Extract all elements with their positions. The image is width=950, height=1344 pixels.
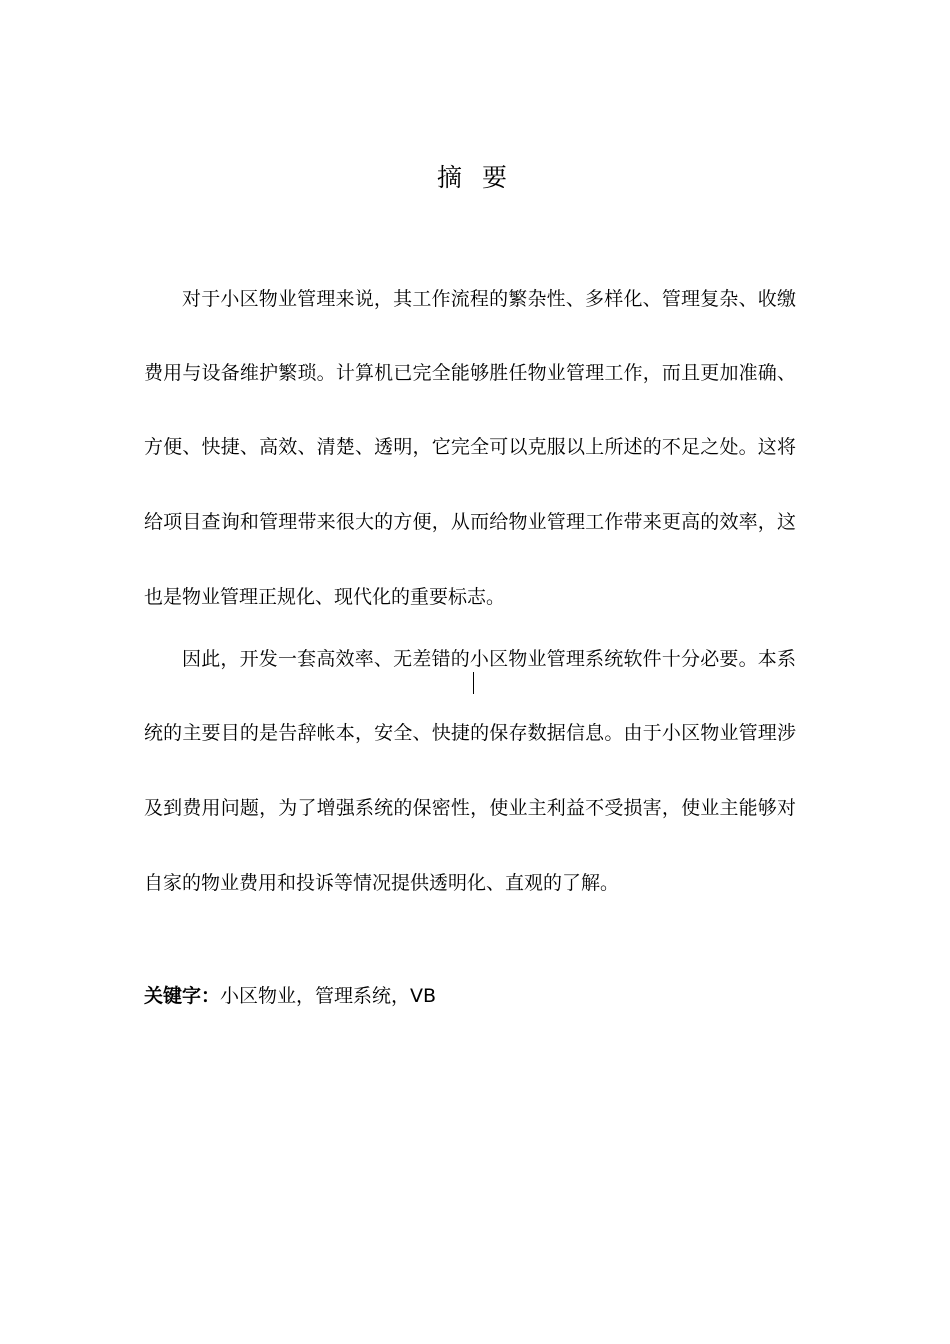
text-cursor xyxy=(473,672,474,694)
paragraph-line: 费用与设备维护繁琐。计算机已完全能够胜任物业管理工作，而且更加准确、 xyxy=(144,362,796,384)
paragraph-line: 自家的物业费用和投诉等情况提供透明化、直观的了解。 xyxy=(144,872,620,894)
paragraph-line: 给项目查询和管理带来很大的方便，从而给物业管理工作带来更高的效率，这 xyxy=(144,511,796,533)
paragraph-line: 统的主要目的是告辞帐本，安全、快捷的保存数据信息。由于小区物业管理涉 xyxy=(144,722,796,744)
paragraph-line: 对于小区物业管理来说，其工作流程的繁杂性、多样化、管理复杂、收缴 xyxy=(182,288,796,310)
keywords-value: 小区物业，管理系统，VB xyxy=(220,985,437,1007)
paragraph-line: 方便、快捷、高效、清楚、透明，它完全可以克服以上所述的不足之处。这将 xyxy=(144,436,796,458)
paragraph-line: 也是物业管理正规化、现代化的重要标志。 xyxy=(144,586,506,608)
keywords-line xyxy=(144,983,436,1009)
paragraph-line: 及到费用问题，为了增强系统的保密性，使业主利益不受损害，使业主能够对 xyxy=(144,797,796,819)
keywords-label: 关键字： xyxy=(144,985,221,1007)
paragraph-line: 因此，开发一套高效率、无差错的小区物业管理系统软件十分必要。本系 xyxy=(182,648,796,670)
page-title: 摘 要 xyxy=(437,163,513,192)
